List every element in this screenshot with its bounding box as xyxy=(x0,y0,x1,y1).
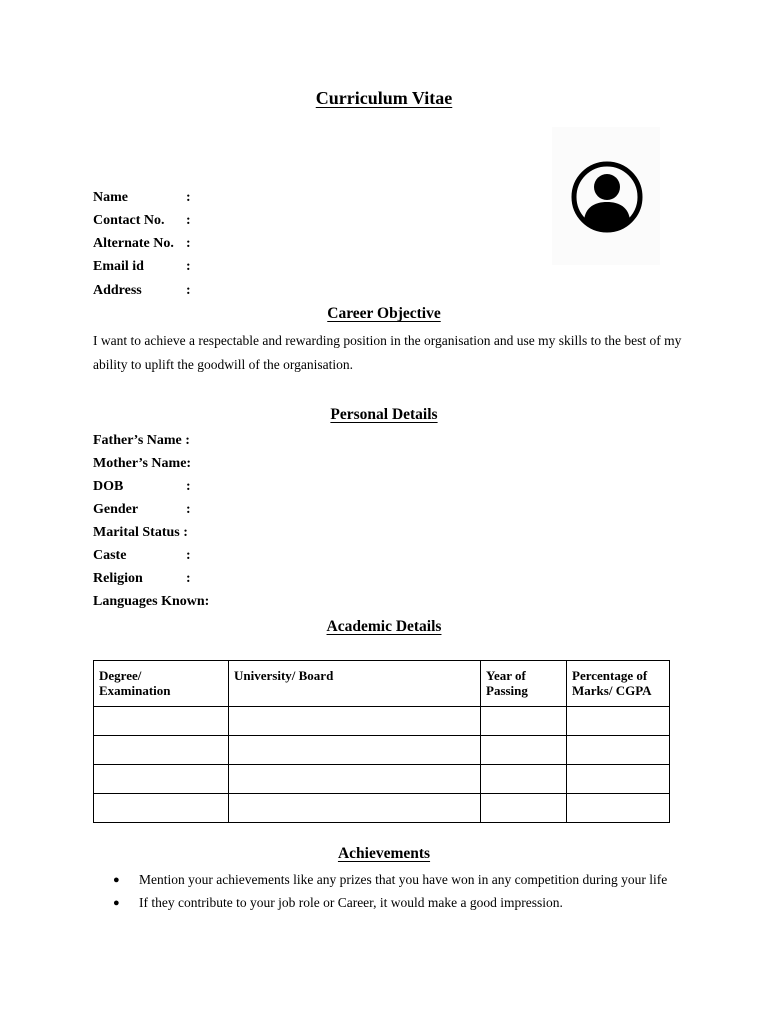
achievement-text: Mention your achievements like any prizes that you have won in any competition during your life xyxy=(139,872,668,887)
table-cell[interactable] xyxy=(94,765,229,794)
table-cell[interactable] xyxy=(229,707,481,736)
column-header-university xyxy=(229,661,481,707)
field-separator: : xyxy=(186,259,191,274)
contact-no-field xyxy=(93,211,191,231)
header-line: Marks/ CGPA xyxy=(572,683,652,698)
table-cell[interactable] xyxy=(94,707,229,736)
list-item xyxy=(113,869,678,891)
email-field xyxy=(93,257,191,277)
fathers-name-field xyxy=(93,431,190,451)
table-cell[interactable] xyxy=(481,736,567,765)
field-label: Contact No. xyxy=(93,213,165,228)
field-separator: : xyxy=(186,571,191,586)
table-row xyxy=(94,765,670,794)
field-label: Alternate No. xyxy=(93,236,174,251)
column-header-degree xyxy=(94,661,229,707)
field-label: Name xyxy=(93,190,128,205)
header-line: Degree/ xyxy=(99,668,142,683)
table-cell[interactable] xyxy=(481,707,567,736)
column-header-percentage xyxy=(567,661,670,707)
field-label: Address xyxy=(93,283,142,298)
field-label: Languages Known: xyxy=(93,594,210,609)
marital-status-field xyxy=(93,523,188,543)
field-separator: : xyxy=(186,190,191,205)
field-label: Caste xyxy=(93,548,127,563)
field-label: Gender xyxy=(93,502,139,517)
academic-table xyxy=(93,660,670,823)
table-cell[interactable] xyxy=(481,765,567,794)
alternate-no-field xyxy=(93,234,191,254)
field-label: Father’s Name : xyxy=(93,433,190,448)
achievements-heading: Achievements xyxy=(337,845,431,862)
table-cell[interactable] xyxy=(229,794,481,823)
table-cell[interactable] xyxy=(229,736,481,765)
photo-placeholder xyxy=(552,127,660,265)
field-label: Mother’s Name: xyxy=(93,456,192,471)
field-separator: : xyxy=(186,548,191,563)
field-label: Religion xyxy=(93,571,143,586)
header-line: Passing xyxy=(486,683,528,698)
field-label: DOB xyxy=(93,479,124,494)
address-field xyxy=(93,281,191,301)
field-separator: : xyxy=(186,479,191,494)
caste-field xyxy=(93,546,191,566)
field-separator: : xyxy=(186,236,191,251)
academic-details-heading: Academic Details xyxy=(326,618,442,635)
table-cell[interactable] xyxy=(567,794,670,823)
achievements-list xyxy=(113,869,678,915)
field-separator: : xyxy=(186,213,191,228)
dob-field xyxy=(93,477,191,497)
table-header-row xyxy=(94,661,670,707)
religion-field xyxy=(93,569,191,589)
header-line: University/ Board xyxy=(234,668,334,683)
achievement-text: If they contribute to your job role or Career, it would make a good impression. xyxy=(139,895,563,910)
table-cell[interactable] xyxy=(94,794,229,823)
field-separator: : xyxy=(186,283,191,298)
header-line: Examination xyxy=(99,683,171,698)
user-avatar-icon xyxy=(571,161,643,233)
table-cell[interactable] xyxy=(229,765,481,794)
field-separator: : xyxy=(186,502,191,517)
table-row xyxy=(94,707,670,736)
table-cell[interactable] xyxy=(567,707,670,736)
table-cell[interactable] xyxy=(94,736,229,765)
table-row xyxy=(94,736,670,765)
field-label: Email id xyxy=(93,259,144,274)
mothers-name-field xyxy=(93,454,191,474)
header-line: Year of xyxy=(486,668,526,683)
personal-details-heading: Personal Details xyxy=(330,406,438,423)
languages-known-field xyxy=(93,592,209,612)
gender-field xyxy=(93,500,191,520)
document-title: Curriculum Vitae xyxy=(315,88,453,108)
table-cell[interactable] xyxy=(481,794,567,823)
name-field xyxy=(93,188,191,208)
field-label: Marital Status : xyxy=(93,525,188,540)
bullet-icon: ● xyxy=(113,874,120,886)
list-item xyxy=(113,892,678,914)
career-objective-heading: Career Objective xyxy=(327,305,441,322)
table-row xyxy=(94,794,670,823)
table-cell[interactable] xyxy=(567,765,670,794)
bullet-icon: ● xyxy=(113,897,120,909)
table-cell[interactable] xyxy=(567,736,670,765)
career-objective-text: I want to achieve a respectable and rewarding position in the organisation and use my skills to the best of my ability to uplift the goodwill of the organisation. xyxy=(93,333,682,372)
header-line: Percentage of xyxy=(572,668,648,683)
column-header-year xyxy=(481,661,567,707)
